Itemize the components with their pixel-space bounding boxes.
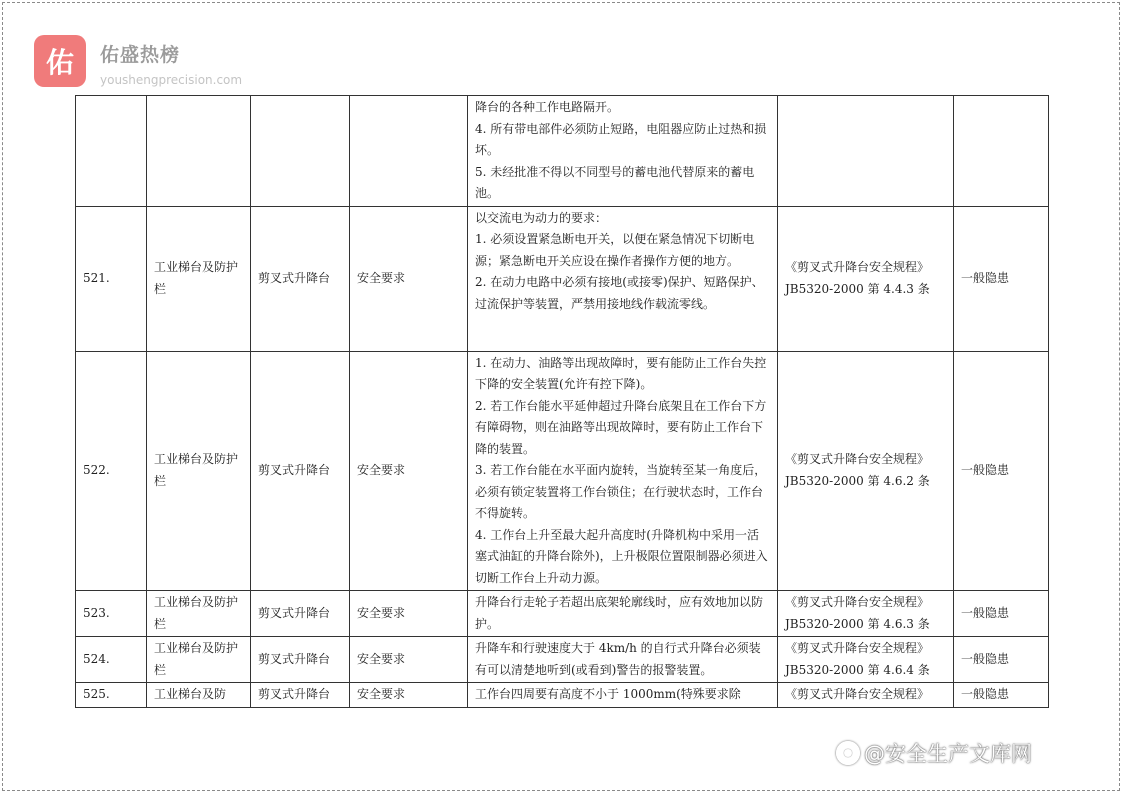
cell-category: 工业梯台及防护栏 (147, 637, 251, 683)
watermark-logo-icon (836, 741, 860, 765)
logo-url: youshengprecision.com (100, 73, 243, 87)
cell-category (147, 96, 251, 207)
watermark-text: @安全生产文库网 (864, 742, 1032, 766)
cell-category: 工业梯台及防护栏 (147, 591, 251, 637)
cell-no: 521. (76, 206, 147, 351)
cell-aspect: 安全要求 (350, 206, 468, 351)
cell-content (468, 351, 778, 591)
cell-object: 剪叉式升降台 (251, 351, 350, 591)
cell-level: 一般隐患 (954, 683, 1049, 708)
cell-basis: 《剪叉式升降台安全规程》JB5320-2000 第 4.6.2 条 (778, 351, 954, 591)
cell-level: 一般隐患 (954, 637, 1049, 683)
content-line: 1. 在动力、油路等出现故障时，要有能防止工作台失控下降的安全装置(允许有控下降)。 (475, 355, 767, 391)
cell-basis: 《剪叉式升降台安全规程》JB5320-2000 第 4.6.3 条 (778, 591, 954, 637)
content-line: 2. 在动力电路中必须有接地(或接零)保护、短路保护、过流保护等装置，严禁用接地线作载流零线。 (475, 275, 764, 311)
cell-aspect: 安全要求 (350, 351, 468, 591)
content-line: 以交流电为动力的要求： (475, 210, 608, 225)
logo-name: 佑盛热榜 (100, 44, 181, 66)
logo[interactable] (34, 35, 242, 87)
cell-basis (778, 96, 954, 207)
cell-category: 工业梯台及防护栏 (147, 206, 251, 351)
cell-aspect: 安全要求 (350, 637, 468, 683)
cell-category: 工业梯台及防护栏 (147, 351, 251, 591)
cell-content (468, 206, 778, 351)
cell-object (251, 96, 350, 207)
cell-level: 一般隐患 (954, 206, 1049, 351)
regulation-table (75, 95, 1049, 708)
cell-aspect (350, 96, 468, 207)
content-line: 升降车和行驶速度大于 4km/h 的自行式升降台必须装有可以清楚地听到(或看到)警告的报警装置。 (475, 641, 761, 677)
cell-content (468, 591, 778, 637)
content-line: 升降台行走轮子若超出底架轮廓线时，应有效地加以防护。 (475, 595, 764, 631)
table-row (76, 683, 1049, 708)
cell-no (76, 96, 147, 207)
cell-content (468, 96, 778, 207)
cell-object: 剪叉式升降台 (251, 637, 350, 683)
content-line: 5. 未经批准不得以不同型号的蓄电池代替原来的蓄电池。 (475, 164, 755, 200)
cell-basis: 《剪叉式升降台安全规程》 (778, 683, 954, 708)
table-row (76, 351, 1049, 591)
cell-object: 剪叉式升降台 (251, 206, 350, 351)
table-row (76, 96, 1049, 207)
watermark (836, 738, 1032, 768)
cell-level: 一般隐患 (954, 591, 1049, 637)
table-row (76, 591, 1049, 637)
content-line: 1. 必须设置紧急断电开关，以便在紧急情况下切断电源；紧急断电开关应设在操作者操作方便的地方。 (475, 232, 755, 268)
cell-level: 一般隐患 (954, 351, 1049, 591)
cell-basis: 《剪叉式升降台安全规程》JB5320-2000 第 4.6.4 条 (778, 637, 954, 683)
cell-content (468, 637, 778, 683)
cell-no: 523. (76, 591, 147, 637)
content-line: 工作台四周要有高度不小于 1000mm(特殊要求除 (475, 687, 741, 701)
cell-no: 522. (76, 351, 147, 591)
content-line: 4. 所有带电部件必须防止短路，电阻器应防止过热和损坏。 (475, 121, 767, 157)
cell-content (468, 683, 778, 708)
cell-aspect: 安全要求 (350, 591, 468, 637)
table-row (76, 637, 1049, 683)
cell-level (954, 96, 1049, 207)
cell-aspect: 安全要求 (350, 683, 468, 708)
cell-no: 524. (76, 637, 147, 683)
table-row (76, 206, 1049, 351)
cell-basis: 《剪叉式升降台安全规程》JB5320-2000 第 4.4.3 条 (778, 206, 954, 351)
cell-no: 525. (76, 683, 147, 708)
cell-category: 工业梯台及防 (147, 683, 251, 708)
logo-text (100, 35, 242, 87)
content-line: 降台的各种工作电路隔开。 (475, 100, 620, 114)
logo-mark-icon: 佑 (34, 35, 86, 87)
content-line: 4. 工作台上升至最大起升高度时(升降机构中采用一活塞式油缸的升降台除外)，上升极限位置限制器必须进入切断工作台上升动力源。 (475, 527, 768, 585)
content-line: 2. 若工作台能水平延伸超过升降台底架且在工作台下方有障碍物，则在油路等出现故障时，要有防止工作台下降的装置。 (475, 398, 767, 456)
content-line: 3. 若工作台能在水平面内旋转，当旋转至某一角度后，必须有锁定装置将工作台锁住；在行驶状态时，工作台不得旋转。 (475, 463, 767, 520)
cell-object: 剪叉式升降台 (251, 683, 350, 708)
cell-object: 剪叉式升降台 (251, 591, 350, 637)
